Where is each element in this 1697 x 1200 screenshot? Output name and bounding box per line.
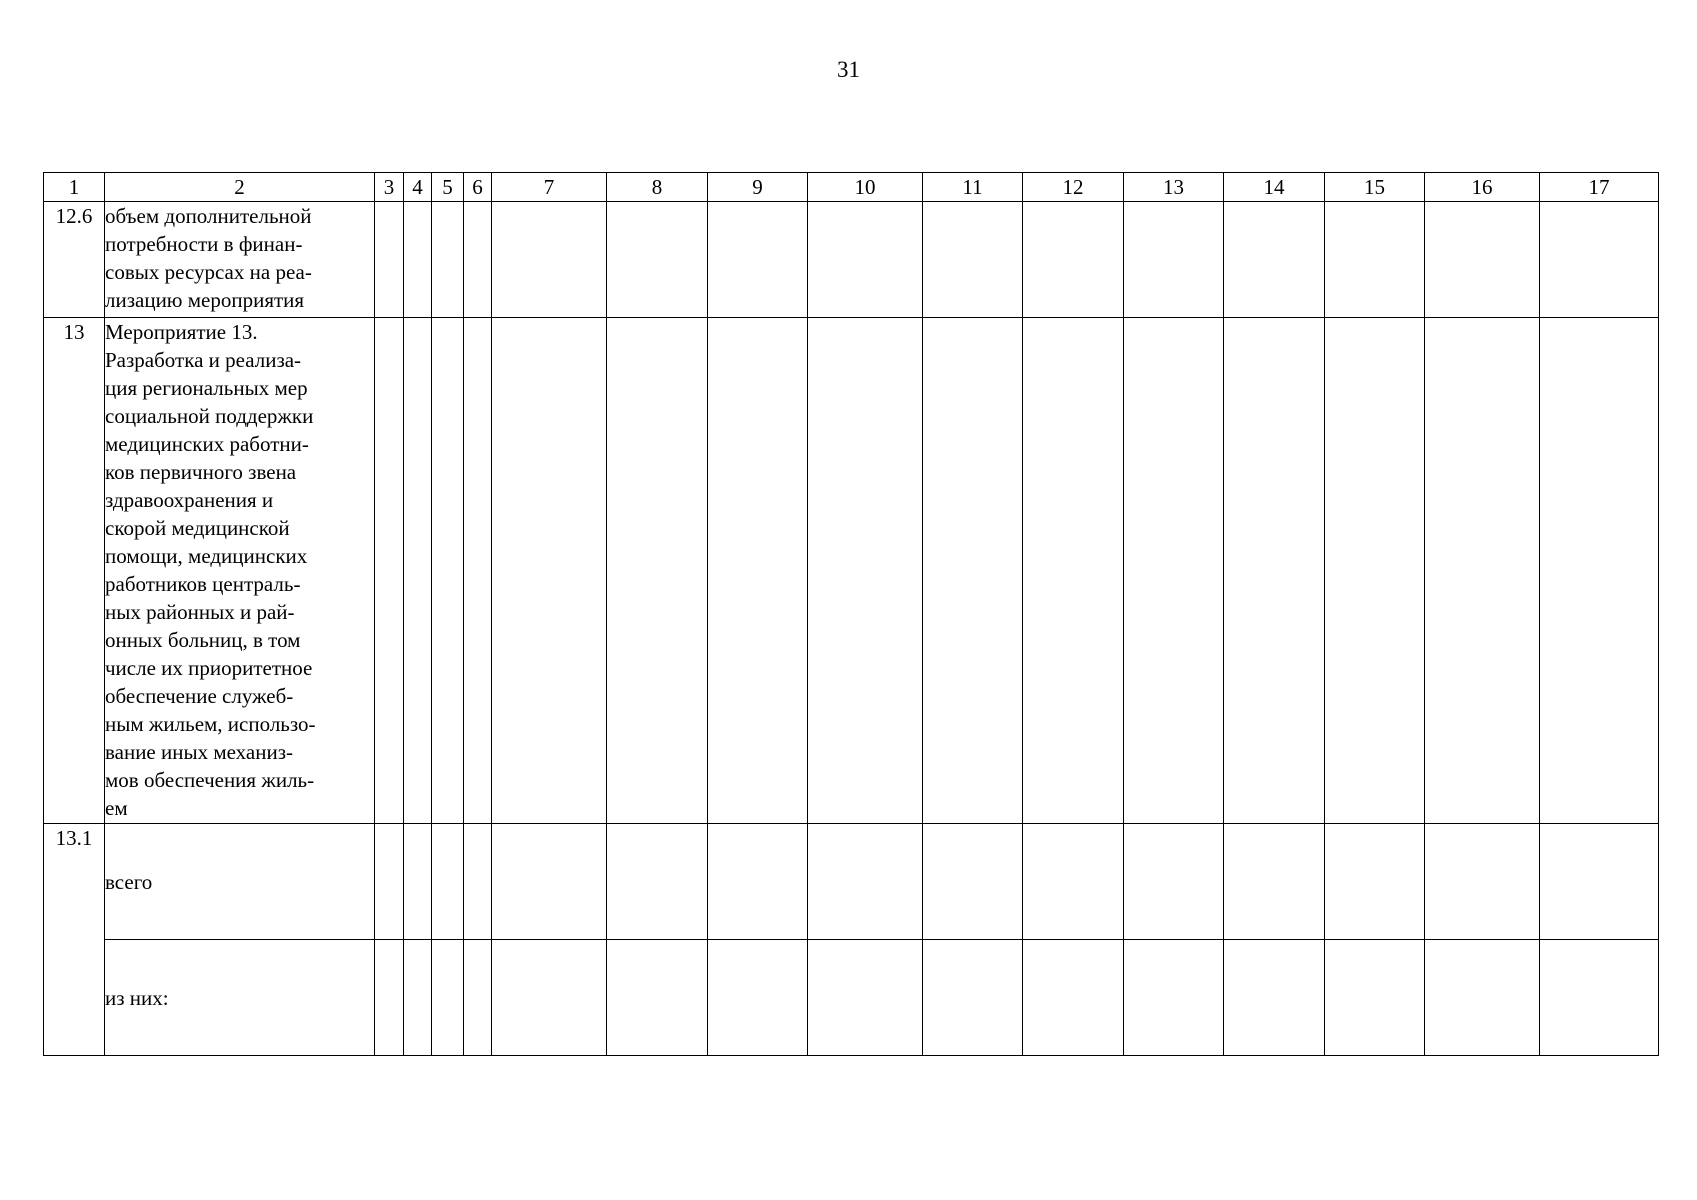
- column-header-cell: 13: [1124, 173, 1224, 202]
- empty-cell: [1325, 318, 1425, 824]
- empty-cell: [708, 202, 808, 318]
- description-line: совых ресурсах на реа-: [105, 260, 312, 284]
- empty-cell: [923, 940, 1023, 1056]
- empty-cell: [404, 940, 432, 1056]
- empty-cell: [1023, 318, 1124, 824]
- empty-cell: [1023, 202, 1124, 318]
- empty-cell: [464, 318, 492, 824]
- empty-cell: [1124, 824, 1224, 940]
- empty-cell: [708, 940, 808, 1056]
- empty-cell: [492, 940, 607, 1056]
- column-header-cell: 6: [464, 173, 492, 202]
- empty-cell: [404, 318, 432, 824]
- column-header-cell: 12: [1023, 173, 1124, 202]
- empty-cell: [375, 940, 404, 1056]
- column-header-cell: 4: [404, 173, 432, 202]
- column-header-cell: 1: [44, 173, 105, 202]
- description-line: объем дополнительной: [105, 204, 312, 228]
- row-description-cell: из них:: [105, 940, 375, 1056]
- empty-cell: [607, 202, 708, 318]
- description-line: числе их приоритетное: [105, 656, 313, 680]
- row-number-cell: 13.1: [44, 824, 105, 1056]
- table-row: [44, 318, 1659, 824]
- row-description-cell: всего: [105, 824, 375, 940]
- empty-cell: [1325, 202, 1425, 318]
- empty-cell: [404, 202, 432, 318]
- empty-cell: [1124, 940, 1224, 1056]
- column-header-row: [44, 173, 1659, 202]
- description-line: ным жильем, использо-: [105, 712, 316, 736]
- description-line: ных районных и рай-: [105, 600, 295, 624]
- empty-cell: [492, 318, 607, 824]
- description-line: лизацию мероприятия: [105, 288, 305, 312]
- empty-cell: [808, 202, 923, 318]
- column-header-cell: 17: [1540, 173, 1659, 202]
- empty-cell: [432, 824, 464, 940]
- empty-cell: [708, 318, 808, 824]
- table-row: [44, 940, 1659, 1056]
- empty-cell: [464, 824, 492, 940]
- description-line: ков первичного звена: [105, 460, 297, 484]
- empty-cell: [1224, 318, 1325, 824]
- description-line: Разработка и реализа-: [105, 348, 302, 372]
- column-header-cell: 8: [607, 173, 708, 202]
- empty-cell: [1425, 824, 1540, 940]
- description-line: мов обеспечения жиль-: [105, 768, 315, 792]
- empty-cell: [708, 824, 808, 940]
- description-line: работников централь-: [105, 572, 301, 596]
- table-row: [44, 202, 1659, 318]
- empty-cell: [808, 318, 923, 824]
- empty-cell: [375, 318, 404, 824]
- empty-cell: [1540, 824, 1659, 940]
- empty-cell: [404, 824, 432, 940]
- description-line: скорой медицинской: [105, 516, 290, 540]
- column-header-cell: 5: [432, 173, 464, 202]
- column-header-cell: 7: [492, 173, 607, 202]
- empty-cell: [432, 318, 464, 824]
- empty-cell: [432, 202, 464, 318]
- empty-cell: [1124, 318, 1224, 824]
- column-header-cell: 2: [105, 173, 375, 202]
- description-line: Мероприятие 13.: [105, 320, 258, 344]
- empty-cell: [1540, 318, 1659, 824]
- column-header-cell: 15: [1325, 173, 1425, 202]
- empty-cell: [1023, 824, 1124, 940]
- empty-cell: [492, 824, 607, 940]
- row-number-cell: 13: [44, 318, 105, 824]
- empty-cell: [1425, 318, 1540, 824]
- column-header-cell: 3: [375, 173, 404, 202]
- empty-cell: [1325, 824, 1425, 940]
- empty-cell: [607, 940, 708, 1056]
- description-line: потребности в финан-: [105, 232, 303, 256]
- row-number-cell: 12.6: [44, 202, 105, 318]
- empty-cell: [923, 318, 1023, 824]
- empty-cell: [464, 202, 492, 318]
- empty-cell: [492, 202, 607, 318]
- column-header-cell: 14: [1224, 173, 1325, 202]
- empty-cell: [607, 824, 708, 940]
- row-description-cell: [105, 318, 375, 824]
- column-header-cell: 10: [808, 173, 923, 202]
- empty-cell: [808, 824, 923, 940]
- description-line: здравоохранения и: [105, 488, 274, 512]
- empty-cell: [1224, 940, 1325, 1056]
- table-row: [44, 824, 1659, 940]
- empty-cell: [464, 940, 492, 1056]
- empty-cell: [375, 824, 404, 940]
- empty-cell: [1540, 202, 1659, 318]
- empty-cell: [1425, 940, 1540, 1056]
- empty-cell: [1425, 202, 1540, 318]
- empty-cell: [1224, 202, 1325, 318]
- empty-cell: [607, 318, 708, 824]
- description-line: обеспечение служеб-: [105, 684, 294, 708]
- empty-cell: [375, 202, 404, 318]
- empty-cell: [923, 202, 1023, 318]
- empty-cell: [808, 940, 923, 1056]
- program-table: [43, 172, 1659, 1056]
- column-header-cell: 11: [923, 173, 1023, 202]
- empty-cell: [923, 824, 1023, 940]
- empty-cell: [1325, 940, 1425, 1056]
- column-header-cell: 16: [1425, 173, 1540, 202]
- column-header-cell: 9: [708, 173, 808, 202]
- empty-cell: [1023, 940, 1124, 1056]
- description-line: помощи, медицинских: [105, 544, 308, 568]
- page-number: 31: [837, 57, 860, 82]
- row-description-cell: [105, 202, 375, 318]
- empty-cell: [1224, 824, 1325, 940]
- description-line: ция региональных мер: [105, 376, 308, 400]
- empty-cell: [432, 940, 464, 1056]
- description-line: социальной поддержки: [105, 404, 314, 428]
- description-line: онных больниц, в том: [105, 628, 301, 652]
- empty-cell: [1540, 940, 1659, 1056]
- empty-cell: [1124, 202, 1224, 318]
- description-line: ем: [105, 796, 128, 820]
- description-line: медицинских работни-: [105, 432, 309, 456]
- description-line: вание иных механиз-: [105, 740, 293, 764]
